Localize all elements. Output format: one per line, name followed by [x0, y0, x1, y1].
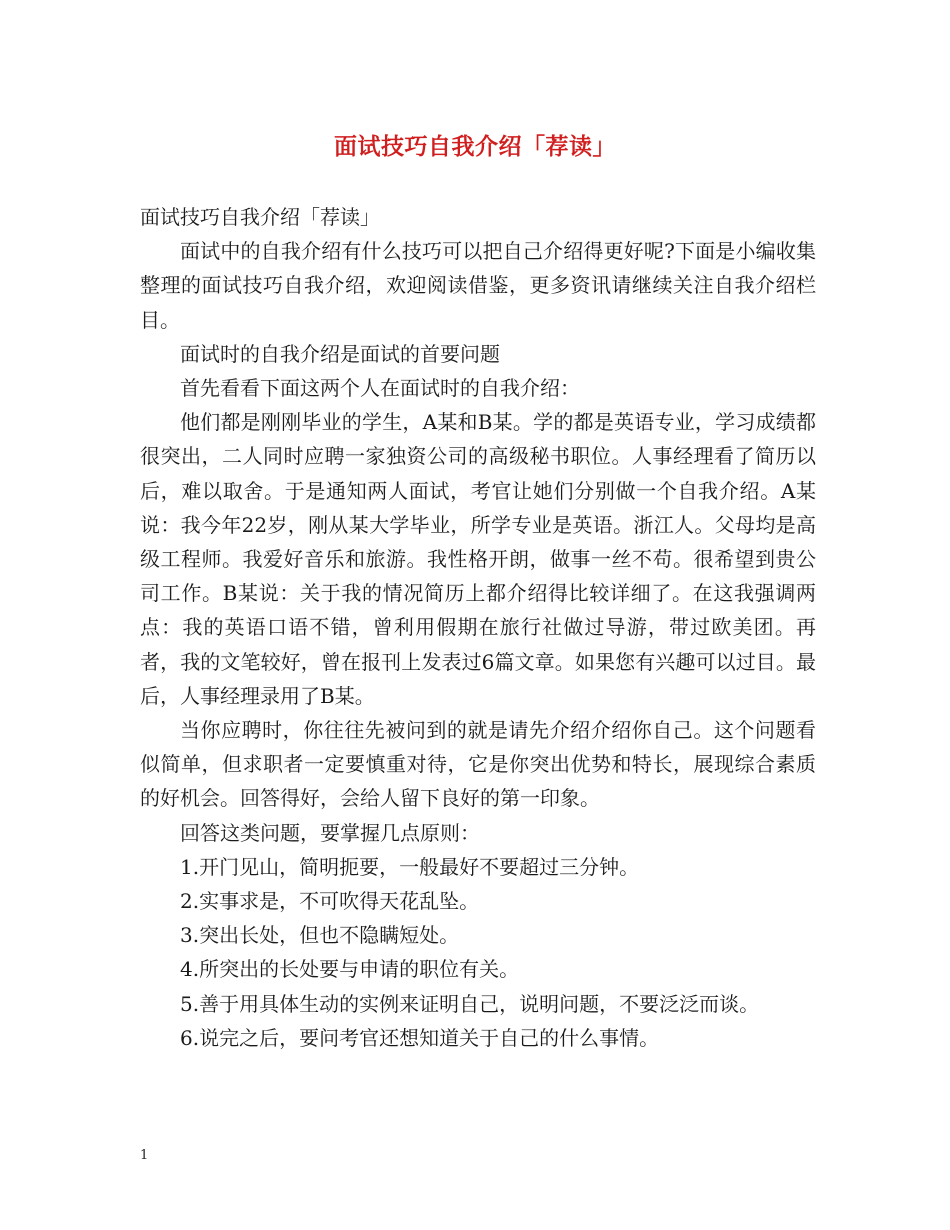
principle-item-2: 2.实事求是，不可吹得天花乱坠。	[180, 889, 480, 914]
principle-item-1: 1.开门见山，简明扼要，一般最好不要超过三分钟。	[180, 854, 640, 879]
document-body	[140, 200, 816, 1055]
advice-paragraph: 当你应聘时，你往往先被问到的就是请先介绍介绍你自己。这个问题看似简单，但求职者一定要慎重对待，它是你突出优势和特长，展现综合素质的好机会。回答得好，会给人留下良好的第一印象。	[140, 718, 816, 811]
subtitle-paragraph: 面试技巧自我介绍「荐读」	[140, 205, 380, 229]
document-title: 面试技巧自我介绍「荐读」	[334, 133, 616, 160]
page-number: 1	[140, 1148, 149, 1163]
principle-item-5: 5.善于用具体生动的实例来证明自己，说明问题，不要泛泛而谈。	[180, 991, 760, 1016]
principle-item-6: 6.说完之后，要问考官还想知道关于自己的什么事情。	[180, 1025, 660, 1050]
principle-item-4: 4.所突出的长处要与申请的职位有关。	[180, 957, 520, 982]
principles-intro-paragraph: 回答这类问题，要掌握几点原则：	[180, 820, 480, 845]
example-paragraph: 他们都是刚刚毕业的学生，A某和B某。学的都是英语专业，学习成绩都很突出，二人同时应聘一家独资公司的高级秘书职位。人事经理看了简历以后，难以取舍。于是通知两人面试，考官让她们分别做一个自我介绍。A某说：我今年22岁，刚从某大学毕业，所学专业是英语。浙江人。父母均是高级工程师。我爱好音乐和旅游。我性格开朗，做事一丝不苟。很希望到贵公司工作。B某说：关于我的情况简历上都介绍得比较详细了。在这我强调两点：我的英语口语不错，曾利用假期在旅行社做过导游，带过欧美团。再者，我的文笔较好，曾在报刊上发表过6篇文章。如果您有兴趣可以过目。最后，人事经理录用了B某。	[140, 410, 816, 708]
lead-in-paragraph: 首先看看下面这两个人在面试时的自我介绍：	[180, 376, 580, 401]
principle-item-3: 3.突出长处，但也不隐瞒短处。	[180, 923, 460, 948]
section-heading-paragraph: 面试时的自我介绍是面试的首要问题	[180, 341, 500, 366]
intro-paragraph: 面试中的自我介绍有什么技巧可以把自己介绍得更好呢?下面是小编收集整理的面试技巧自我介绍，欢迎阅读借鉴，更多资讯请继续关注自我介绍栏目。	[140, 239, 816, 332]
